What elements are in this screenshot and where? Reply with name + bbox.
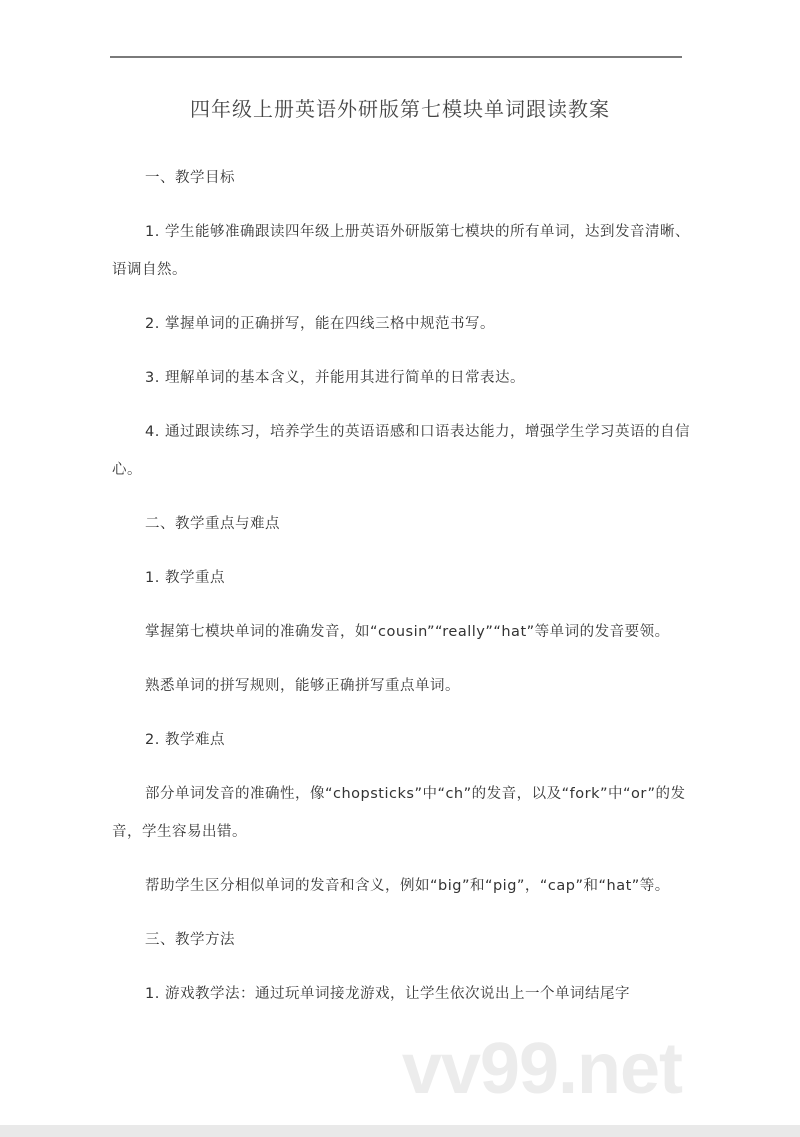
paragraph: 1. 学生能够准确跟读四年级上册英语外研版第七模块的所有单词，达到发音清晰、语调自然。 bbox=[112, 224, 690, 278]
section-heading: 一、教学目标 bbox=[145, 170, 235, 186]
paragraph: 帮助学生区分相似单词的发音和含义，例如“big”和“pig”，“cap”和“hat”等。 bbox=[145, 878, 670, 894]
paragraph: 1. 游戏教学法：通过玩单词接龙游戏，让学生依次说出上一个单词结尾字 bbox=[145, 986, 630, 1002]
paragraph: 3. 理解单词的基本含义，并能用其进行简单的日常表达。 bbox=[145, 370, 525, 386]
document-title: 四年级上册英语外研版第七模块单词跟读教案 bbox=[190, 97, 610, 121]
subheading: 2. 教学难点 bbox=[145, 732, 225, 748]
paragraph: 掌握第七模块单词的准确发音，如“cousin”“really”“hat”等单词的发音要领。 bbox=[145, 624, 670, 640]
subheading: 1. 教学重点 bbox=[145, 570, 225, 586]
paragraph: 部分单词发音的准确性，像“chopsticks”中“ch”的发音，以及“fork”中“or”的发音，学生容易出错。 bbox=[112, 786, 686, 840]
paragraph: 4. 通过跟读练习，培养学生的英语语感和口语表达能力，增强学生学习英语的自信心。 bbox=[112, 424, 690, 478]
watermark: vv99.net bbox=[401, 1029, 682, 1109]
section-heading: 三、教学方法 bbox=[145, 932, 235, 948]
section-heading: 二、教学重点与难点 bbox=[145, 516, 280, 532]
document-body bbox=[112, 0, 702, 1109]
paragraph: 熟悉单词的拼写规则，能够正确拼写重点单词。 bbox=[145, 678, 460, 694]
paragraph: 2. 掌握单词的正确拼写，能在四线三格中规范书写。 bbox=[145, 316, 495, 332]
